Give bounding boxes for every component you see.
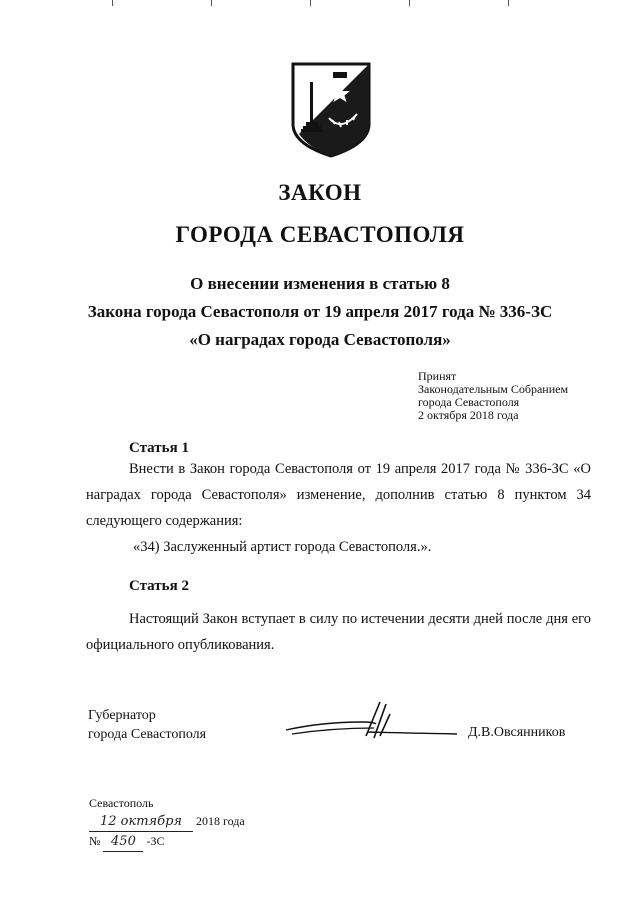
place-of-signing: Севастополь (89, 796, 154, 810)
article-1-quote: «34) Заслуженный артист города Севастополя.». (133, 539, 432, 555)
scan-tick (211, 0, 212, 6)
adoption-date: 2 октября 2018 года (418, 408, 519, 422)
article-1-text: Внести в Закон города Севастополя от 19 апреля 2017 года № 336-ЗС «О наградах города Севастополя» изменение, дополнив статью 8 пунктом 34 следующего содержания: (86, 461, 591, 529)
article-2-heading: Статья 2 (129, 578, 189, 594)
handwritten-date: 12 октября (89, 813, 193, 832)
scan-tick (310, 0, 311, 6)
sevastopol-coat-of-arms-icon (291, 60, 371, 158)
signatory-name: Д.В.Овсянников (468, 725, 566, 740)
adoption-line: Принят (418, 369, 457, 383)
signing-date (89, 812, 245, 832)
date-year: 2018 года (196, 814, 245, 828)
handwritten-signature (282, 700, 462, 751)
number-sign: № (89, 834, 101, 848)
signatory-position-line: города Севастополя (88, 727, 207, 742)
scan-tick (508, 0, 509, 6)
article-2-text: Настоящий Закон вступает в силу по истечении десяти дней после дня его официального опубликования. (86, 611, 591, 653)
signatory-position-line: Губернатор (88, 708, 156, 723)
document-footer (89, 794, 245, 852)
number-suffix: -ЗС (146, 834, 165, 848)
signatory-position (88, 706, 206, 744)
adoption-block (418, 370, 568, 422)
law-number (89, 832, 245, 852)
document-title: ЗАКОН (278, 180, 362, 205)
article-2-paragraph (86, 606, 591, 658)
law-heading-line: «О наградах города Севастополя» (189, 330, 451, 349)
article-1-heading: Статья 1 (129, 440, 189, 456)
article-1-paragraph (86, 456, 591, 534)
scan-tick (112, 0, 113, 6)
law-heading-line: О внесении изменения в статью 8 (190, 274, 450, 293)
document-subtitle: ГОРОДА СЕВАСТОПОЛЯ (175, 222, 465, 247)
adoption-line: города Севастополя (418, 395, 520, 409)
law-heading-line: Закона города Севастополя от 19 апреля 2017 года № 336-ЗС (87, 302, 553, 321)
handwritten-number: 450 (103, 833, 143, 852)
adoption-line: Законодательным Собранием (418, 382, 569, 396)
scan-tick (409, 0, 410, 6)
